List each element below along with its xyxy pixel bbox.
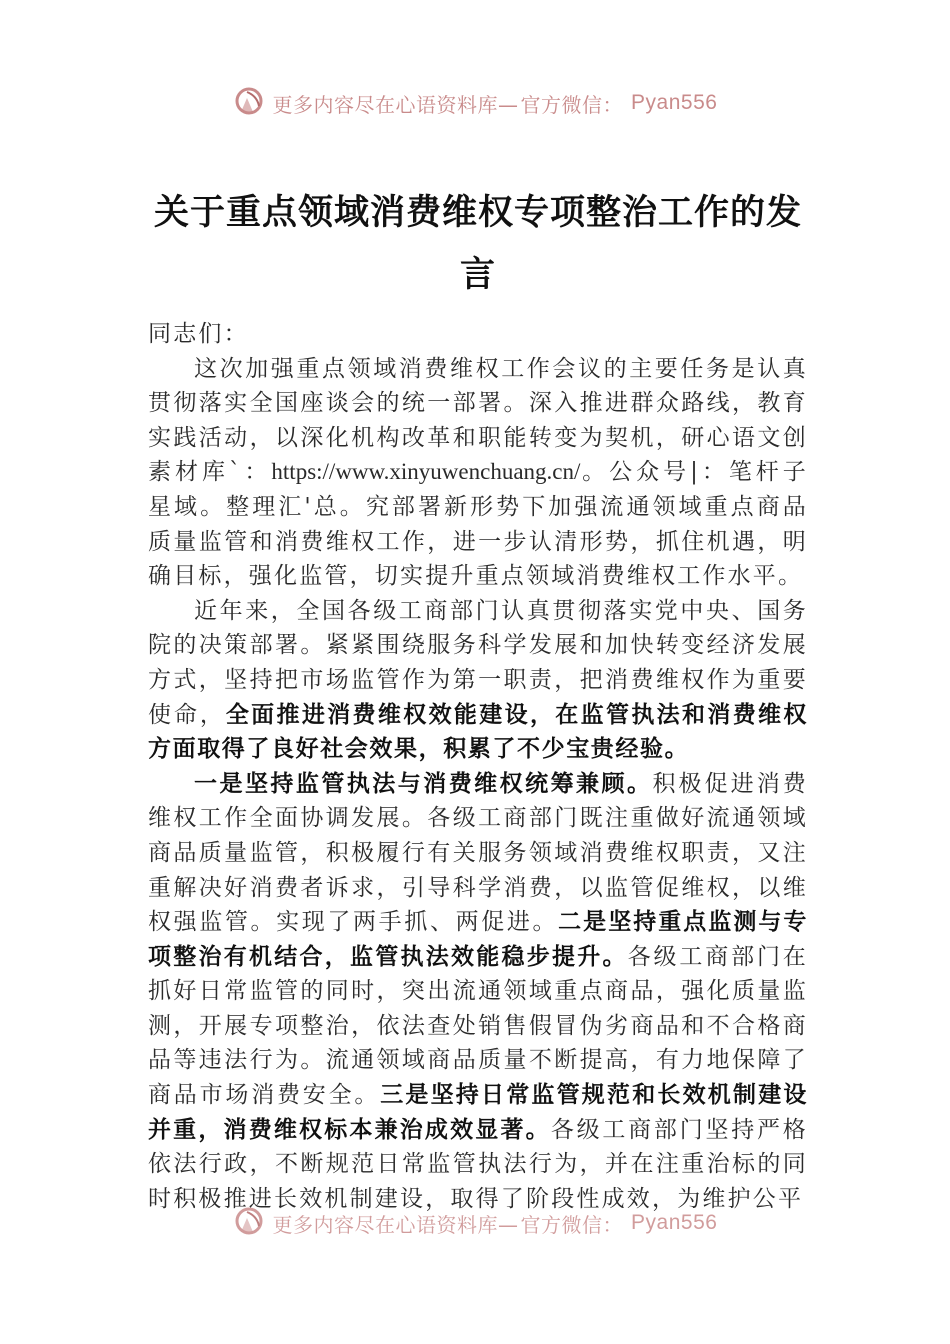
point-1-text: 积极促进消费维权工作全面协调发展。各级工商部门既注重做好流通领域商品质量监管，积极履行有关服务领域消费维权职责，又注重解决好消费者诉求，引导科学消费，以监管促维权，以维权强监管。实现了两手抓、两促进。	[148, 770, 808, 936]
point-2-text: 各级工商部门在抓好日常监管的同时，突出流通领域重点商品，强化质量监测，开展专项整治，依法查处销售假冒伪劣商品和不合格商品等违法行为。流通领域商品质量不断提高，有力地保障了商品市场消费安全。	[148, 943, 808, 1109]
page-title: 关于重点领域消费维权专项整治工作的发言	[153, 192, 802, 295]
watermark-wechat-id: Pyan556	[631, 1211, 718, 1234]
point-1-heading: 一是坚持监管执法与消费维权统筹兼顾。	[194, 770, 653, 797]
salutation: 同志们：	[148, 321, 249, 347]
ribbon-logo-icon	[233, 86, 267, 120]
paragraph-2-emphasis: 全面推进消费维权效能建设，在监管执法和消费维权方面取得了良好社会效果，积累了不少宝贵经验。	[148, 701, 808, 763]
document-body	[148, 317, 808, 1216]
paragraph-1	[148, 352, 808, 594]
paragraph-2-text: 近年来，全国各级工商部门认真贯彻落实党中央、国务院的决策部署。紧紧围绕服务科学发展和加快转变经济发展方式，坚持把市场监管作为第一职责，把消费维权作为重要使命，	[148, 597, 808, 728]
website-link: https://www.xinyuwenchuang.cn/	[271, 459, 581, 485]
watermark-tagline: 更多内容尽在心语资料库—	[272, 92, 519, 117]
watermark-wechat-id: Pyan556	[631, 91, 718, 114]
watermark-wechat-label: 官方微信：	[520, 92, 624, 117]
point-3-text: 各级工商部门坚持严格依法行政，不断规范日常监管执法行为，并在注重治标的同时积极推进长效机制建设，取得了阶段性成效，为维护公平	[148, 1116, 808, 1212]
watermark-tagline: 更多内容尽在心语资料库—	[272, 1212, 519, 1237]
watermark-banner-bottom	[0, 1203, 950, 1243]
point-2-heading: 二是坚持重点监测与专项整治有机结合，监管执法效能稳步提升。	[148, 909, 809, 970]
point-3-heading: 三是坚持日常监管规范和长效机制建设并重，消费维权标本兼治成效显著。	[148, 1082, 808, 1143]
paragraph-1-text-a: 这次加强重点领域消费维权工作会议的主要任务是认真贯彻落实全国座谈会的统一部署。深入推进群众路线，教育实践活动，以深化机构改革和职能转变为契机，研心语文创素材库`：	[148, 355, 808, 486]
paragraph-3	[148, 767, 808, 1217]
watermark-wechat-label: 官方微信：	[520, 1212, 624, 1237]
watermark-banner-top	[0, 83, 950, 123]
ribbon-logo-icon	[233, 1206, 267, 1240]
paragraph-1-text-b: 。公众号|：笔杆子星域。整理汇'总。究部署新形势下加强流通领域重点商品质量监管和消费维权工作，进一步认清形势，抓住机遇，明确目标，强化监管，切实提升重点领域消费维权工作水平。	[148, 459, 808, 590]
paragraph-2	[148, 594, 808, 767]
